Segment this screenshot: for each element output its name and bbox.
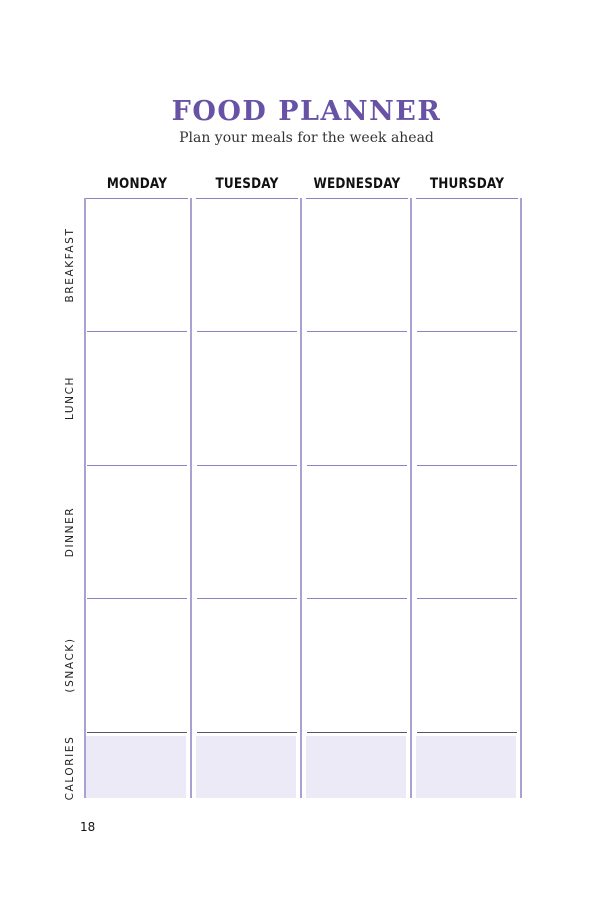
meal-cell-snack[interactable]	[306, 598, 408, 732]
row-divider	[87, 598, 187, 599]
calories-cell[interactable]	[306, 736, 406, 798]
meal-cell-dinner[interactable]	[306, 465, 408, 598]
meal-cell-lunch[interactable]	[196, 331, 298, 465]
day-header-tuesday: TUESDAY	[215, 176, 279, 192]
meal-cell-snack[interactable]	[86, 598, 188, 732]
page-number: 18	[80, 820, 96, 834]
meal-cell-breakfast[interactable]	[86, 198, 188, 331]
row-divider	[307, 331, 407, 332]
meal-cell-breakfast[interactable]	[306, 198, 408, 331]
row-label-text: DINNER	[64, 506, 76, 558]
day-header-monday: MONDAY	[106, 176, 168, 192]
page-title: FOOD PLANNER	[171, 96, 442, 127]
row-divider	[87, 465, 187, 466]
row-divider	[307, 598, 407, 599]
row-divider	[197, 598, 297, 599]
row-divider	[87, 732, 187, 733]
meal-cell-breakfast[interactable]	[416, 198, 518, 331]
row-label-text: LUNCH	[64, 375, 76, 421]
meal-cell-lunch[interactable]	[416, 331, 518, 465]
meal-cell-snack[interactable]	[196, 598, 298, 732]
row-divider	[87, 331, 187, 332]
grid-vertical-line	[520, 198, 522, 798]
row-label-text: CALORIES	[64, 735, 76, 801]
row-divider	[417, 732, 517, 733]
row-divider	[307, 732, 407, 733]
meal-cell-dinner[interactable]	[196, 465, 298, 598]
meal-cell-breakfast[interactable]	[196, 198, 298, 331]
meal-cell-dinner[interactable]	[416, 465, 518, 598]
meal-cell-lunch[interactable]	[86, 331, 188, 465]
grid-vertical-line	[190, 198, 192, 798]
row-divider	[307, 465, 407, 466]
row-divider	[417, 598, 517, 599]
row-divider	[197, 465, 297, 466]
row-divider	[417, 331, 517, 332]
grid-vertical-line	[410, 198, 412, 798]
meal-cell-dinner[interactable]	[86, 465, 188, 598]
grid-vertical-line	[300, 198, 302, 798]
row-divider	[197, 732, 297, 733]
meal-cell-snack[interactable]	[416, 598, 518, 732]
day-header-wednesday: WEDNESDAY	[313, 176, 401, 192]
day-header-thursday: THURSDAY	[429, 176, 505, 192]
row-label-text: (SNACK)	[64, 637, 76, 693]
row-divider	[197, 331, 297, 332]
calories-cell[interactable]	[196, 736, 296, 798]
meal-cell-lunch[interactable]	[306, 331, 408, 465]
row-divider	[417, 465, 517, 466]
page-subtitle: Plan your meals for the week ahead	[179, 130, 434, 146]
calories-cell[interactable]	[416, 736, 516, 798]
row-label-text: BREAKFAST	[64, 227, 76, 303]
calories-cell[interactable]	[86, 736, 186, 798]
